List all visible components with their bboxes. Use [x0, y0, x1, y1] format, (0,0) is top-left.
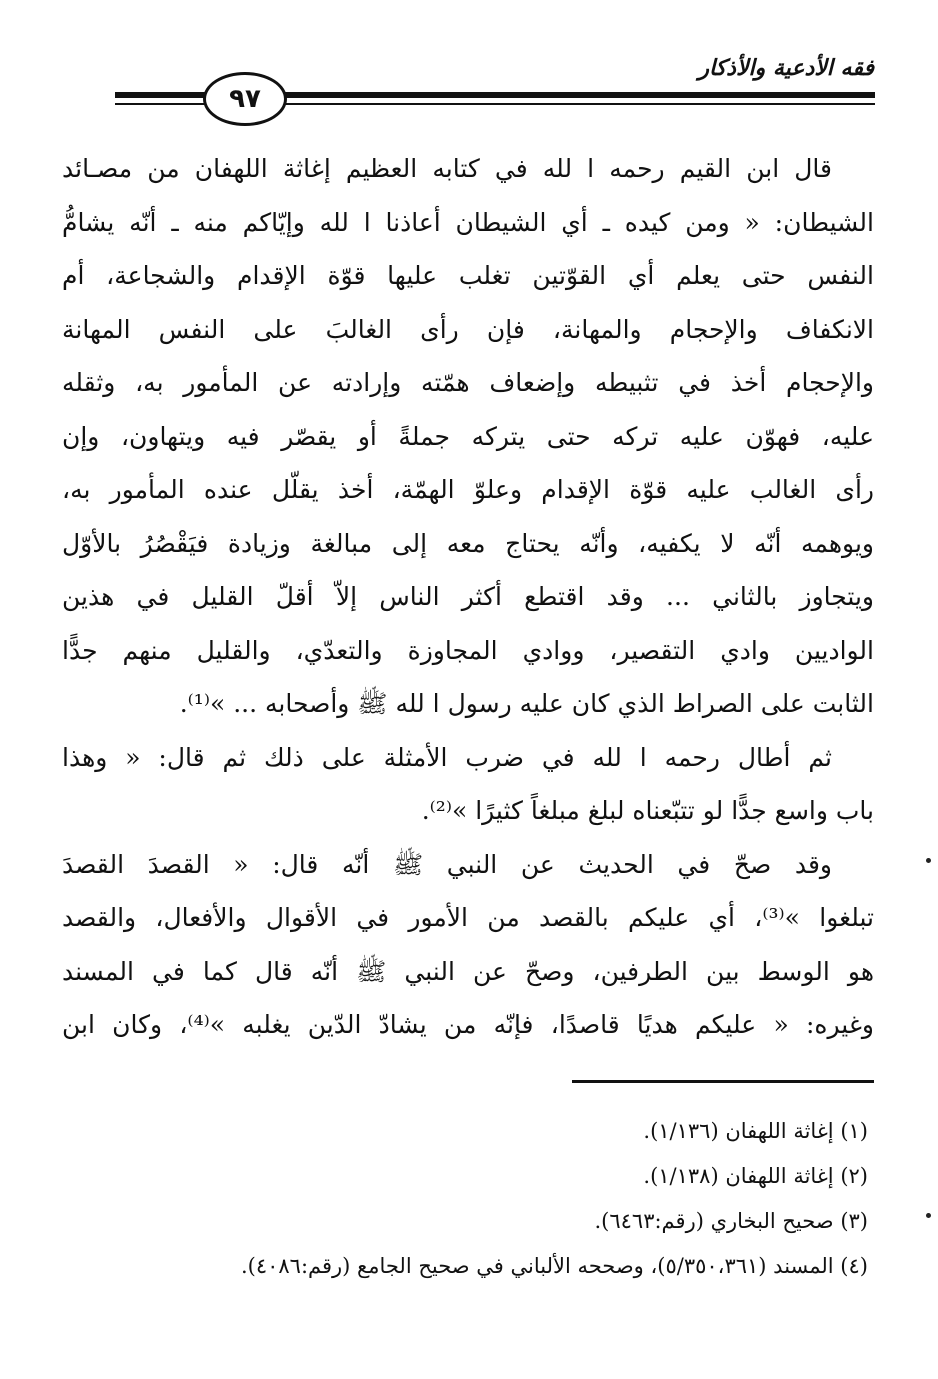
text-line: ثم أطال رحمه ا لله في ضرب الأمثلة على ذلك ثم قال: « وهذا — [62, 742, 832, 772]
text-line: تبلغوا »⁽³⁾، أي عليكم بالقصد من الأمور في الأقوال والأفعال، والقصد — [62, 903, 874, 932]
text-line: النفس حتى يعلم أي القوّتين تغلب عليها قوّة الإقدام والشجاعة، أم — [62, 261, 874, 290]
footnote-item: (٣) صحيح البخاري (رقم:٦٤٦٣). — [594, 1209, 868, 1233]
text-line: الانكفاف والإحجام والمهانة، فإن رأى الغالبَ على النفس المهانة — [62, 314, 874, 344]
main-text — [62, 142, 874, 1052]
text-line: الواديين وادي التقصير، ووادي المجاوزة والتعدّي، والقليل منهم جدًّا — [62, 635, 874, 665]
text-line: الثابت على الصراط الذي كان عليه رسول ا لله ﷺ وأصحابه ... »⁽¹⁾. — [179, 689, 874, 718]
scan-speck — [926, 1213, 931, 1218]
footnote-item: (١) إغاثة اللهفان (١/١٣٦). — [643, 1119, 868, 1143]
footnote-separator — [572, 1080, 874, 1083]
text-line: عليه، فهوّن عليه تركه حتى يتركه جملةً أو يقصّر فيه ويتهاون، وإن — [62, 421, 874, 451]
text-line: باب واسع جدًّا لو تتبّعناه لبلغ مبلغاً كثيرًا »⁽²⁾. — [421, 796, 874, 825]
text-line: ويوهمه أنّه لا يكفيه، وأنّه يحتاج معه إلى مبالغة وزيادة فيَقْصُرُ بالأوّل — [62, 528, 874, 558]
page-number: ٩٧ — [203, 72, 287, 126]
running-header-title: فقه الأدعية والأذكار — [698, 56, 874, 81]
scan-speck — [926, 858, 931, 863]
text-line: وقد صحّ في الحديث عن النبي ﷺ أنّه قال: « القصدَ القصدَ — [62, 849, 832, 879]
footnote-item: (٢) إغاثة اللهفان (١/١٣٨). — [643, 1164, 868, 1188]
text-line: والإحجام أخذ في تثبيطه وإضعاف همّته وإرادته عن المأمور به، وثقله — [62, 368, 874, 397]
text-line: قال ابن القيم رحمه ا لله في كتابه العظيم إغاثة اللهفان من مصـائد — [62, 154, 832, 183]
text-line: وغيره: « عليكم هديًا قاصدًا، فإنّه من يشادّ الدّين يغلبه »⁽⁴⁾، وكان ابن — [62, 1010, 874, 1039]
text-line: الشيطان: « ومن كيده ـ أي الشيطان أعاذنا ا لله وإيّاكم منه ـ أنّه يشامُّ — [62, 207, 874, 237]
text-line: ويتجاوز بالثاني ... وقد اقتطع أكثر الناس إلاّ أقلّ القليل في هذين — [62, 582, 874, 611]
footnote-item: (٤) المسند (٥/٣٥٠،٣٦١)، وصححه الألباني في صحيح الجامع (رقم:٤٠٨٦). — [240, 1254, 868, 1278]
text-line: رأى الغالب عليه قوّة الإقدام وعلوّ الهمّة، أخذ يقلّل عنده المأمور به، — [62, 475, 874, 504]
footnotes — [88, 1112, 868, 1292]
text-line: هو الوسط بين الطرفين، وصحّ عن النبي ﷺ أنّه قال كما في المسند — [62, 956, 874, 986]
